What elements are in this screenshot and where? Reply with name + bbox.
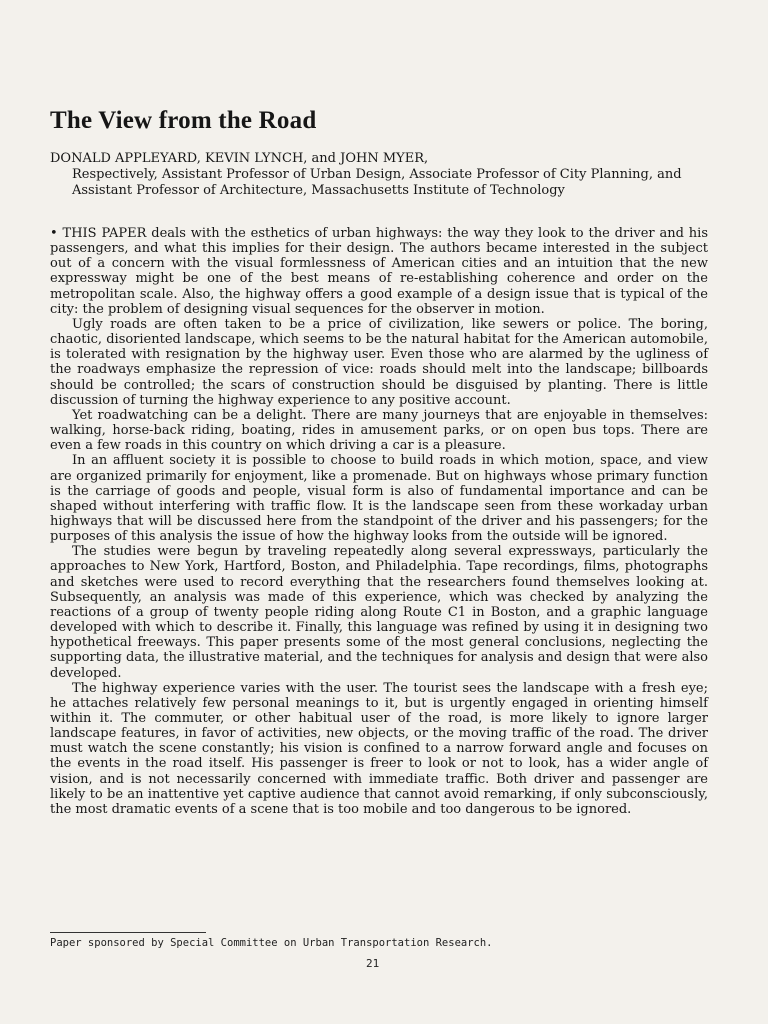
paper-title: The View from the Road bbox=[50, 107, 317, 134]
paragraph: The highway experience varies with the user. The tourist sees the landscape with a fresh eye; he attaches relatively few personal meanings to it, but is urgently engaged in orienting himself within it. The commuter, or other habitual user of the road, is more likely to ignore larger landscape features, in favor of activities, new objects, or the moving traffic of the road. The driver must watch the scene constantly; his vision is confined to a narrow forward angle and focuses on the events in the road itself. His passenger is freer to look or not to look, has a wider angle of vision, and is not necessarily concerned with immediate traffic. Both driver and passenger are likely to be an inattentive yet captive audience that cannot avoid remarking, if only subconsciously, the most dramatic events of a scene that is too mobile and too dangerous to be ignored. bbox=[50, 680, 708, 817]
paragraph: Ugly roads are often taken to be a price of civilization, like sewers or police. The boring, chaotic, disoriented landscape, which seems to be the natural habitat for the American automobile, is tolerated with resignation by the highway user. Even those who are alarmed by the ugliness of the roadways emphasize the repression of vice: roads should melt into the landscape; billboards should be controlled; the scars of construction should be disguised by planting. There is little discussion of turning the highway experience to any positive account. bbox=[50, 316, 708, 408]
paragraph: The studies were begun by traveling repeatedly along several expressways, particularly the approaches to New York, Hartford, Boston, and Philadelphia. Tape recordings, films, photographs and sketches were used to record everything that the researchers found themselves looking at. Subsequently, an analysis was made of this experience, which was checked by analyzing the reactions of a group of twenty people riding along Route C1 in Boston, and a graphic language developed with which to describe it. Finally, this language was refined by using it in designing two hypothetical freeways. This paper presents some of the most general conclusions, neglecting the supporting data, the illustrative material, and the techniques for analysis and design that were also developed. bbox=[50, 544, 708, 681]
author-affiliation: Respectively, Assistant Professor of Urban Design, Associate Professor of City Planning, and Assistant Professor of Architecture, Massachusetts Institute of Technology bbox=[72, 166, 682, 198]
author-names: DONALD APPLEYARD, KEVIN LYNCH, and JOHN MYER, bbox=[50, 151, 429, 166]
paragraph: In an affluent society it is possible to choose to build roads in which motion, space, and view are organized primarily for enjoyment, like a promenade. But on highways whose primary function is the carriage of goods and people, visual form is also of fundamental importance and can be shaped without interfering with traffic flow. It is the landscape seen from these workaday urban highways that will be discussed here from the standpoint of the driver and his passengers; for the purposes of this analysis the issue of how the highway looks from the outside will be ignored. bbox=[50, 453, 708, 545]
footnote: Paper sponsored by Special Committee on Urban Transportation Research. bbox=[50, 937, 493, 949]
footnote-divider bbox=[50, 932, 206, 933]
paragraph: Yet roadwatching can be a delight. There are many journeys that are enjoyable in themselves: walking, horse-back riding, boating, rides in amusement parks, or on open bus tops. There are even a few roads in this country on which driving a car is a pleasure. bbox=[50, 407, 708, 454]
author-block bbox=[50, 151, 710, 198]
body-text bbox=[50, 226, 708, 817]
page-number: 21 bbox=[366, 957, 380, 970]
paragraph: • THIS PAPER deals with the esthetics of urban highways: the way they look to the driver and his passengers, and what this implies for their design. The authors became interested in the subject out of a concern with the visual formlessness of American cities and an intuition that the new expressway might be one of the best means of re-establishing coherence and order on the metropolitan scale. Also, the highway offers a good example of a design issue that is typical of the city: the problem of designing visual sequences for the observer in motion. bbox=[50, 226, 708, 317]
